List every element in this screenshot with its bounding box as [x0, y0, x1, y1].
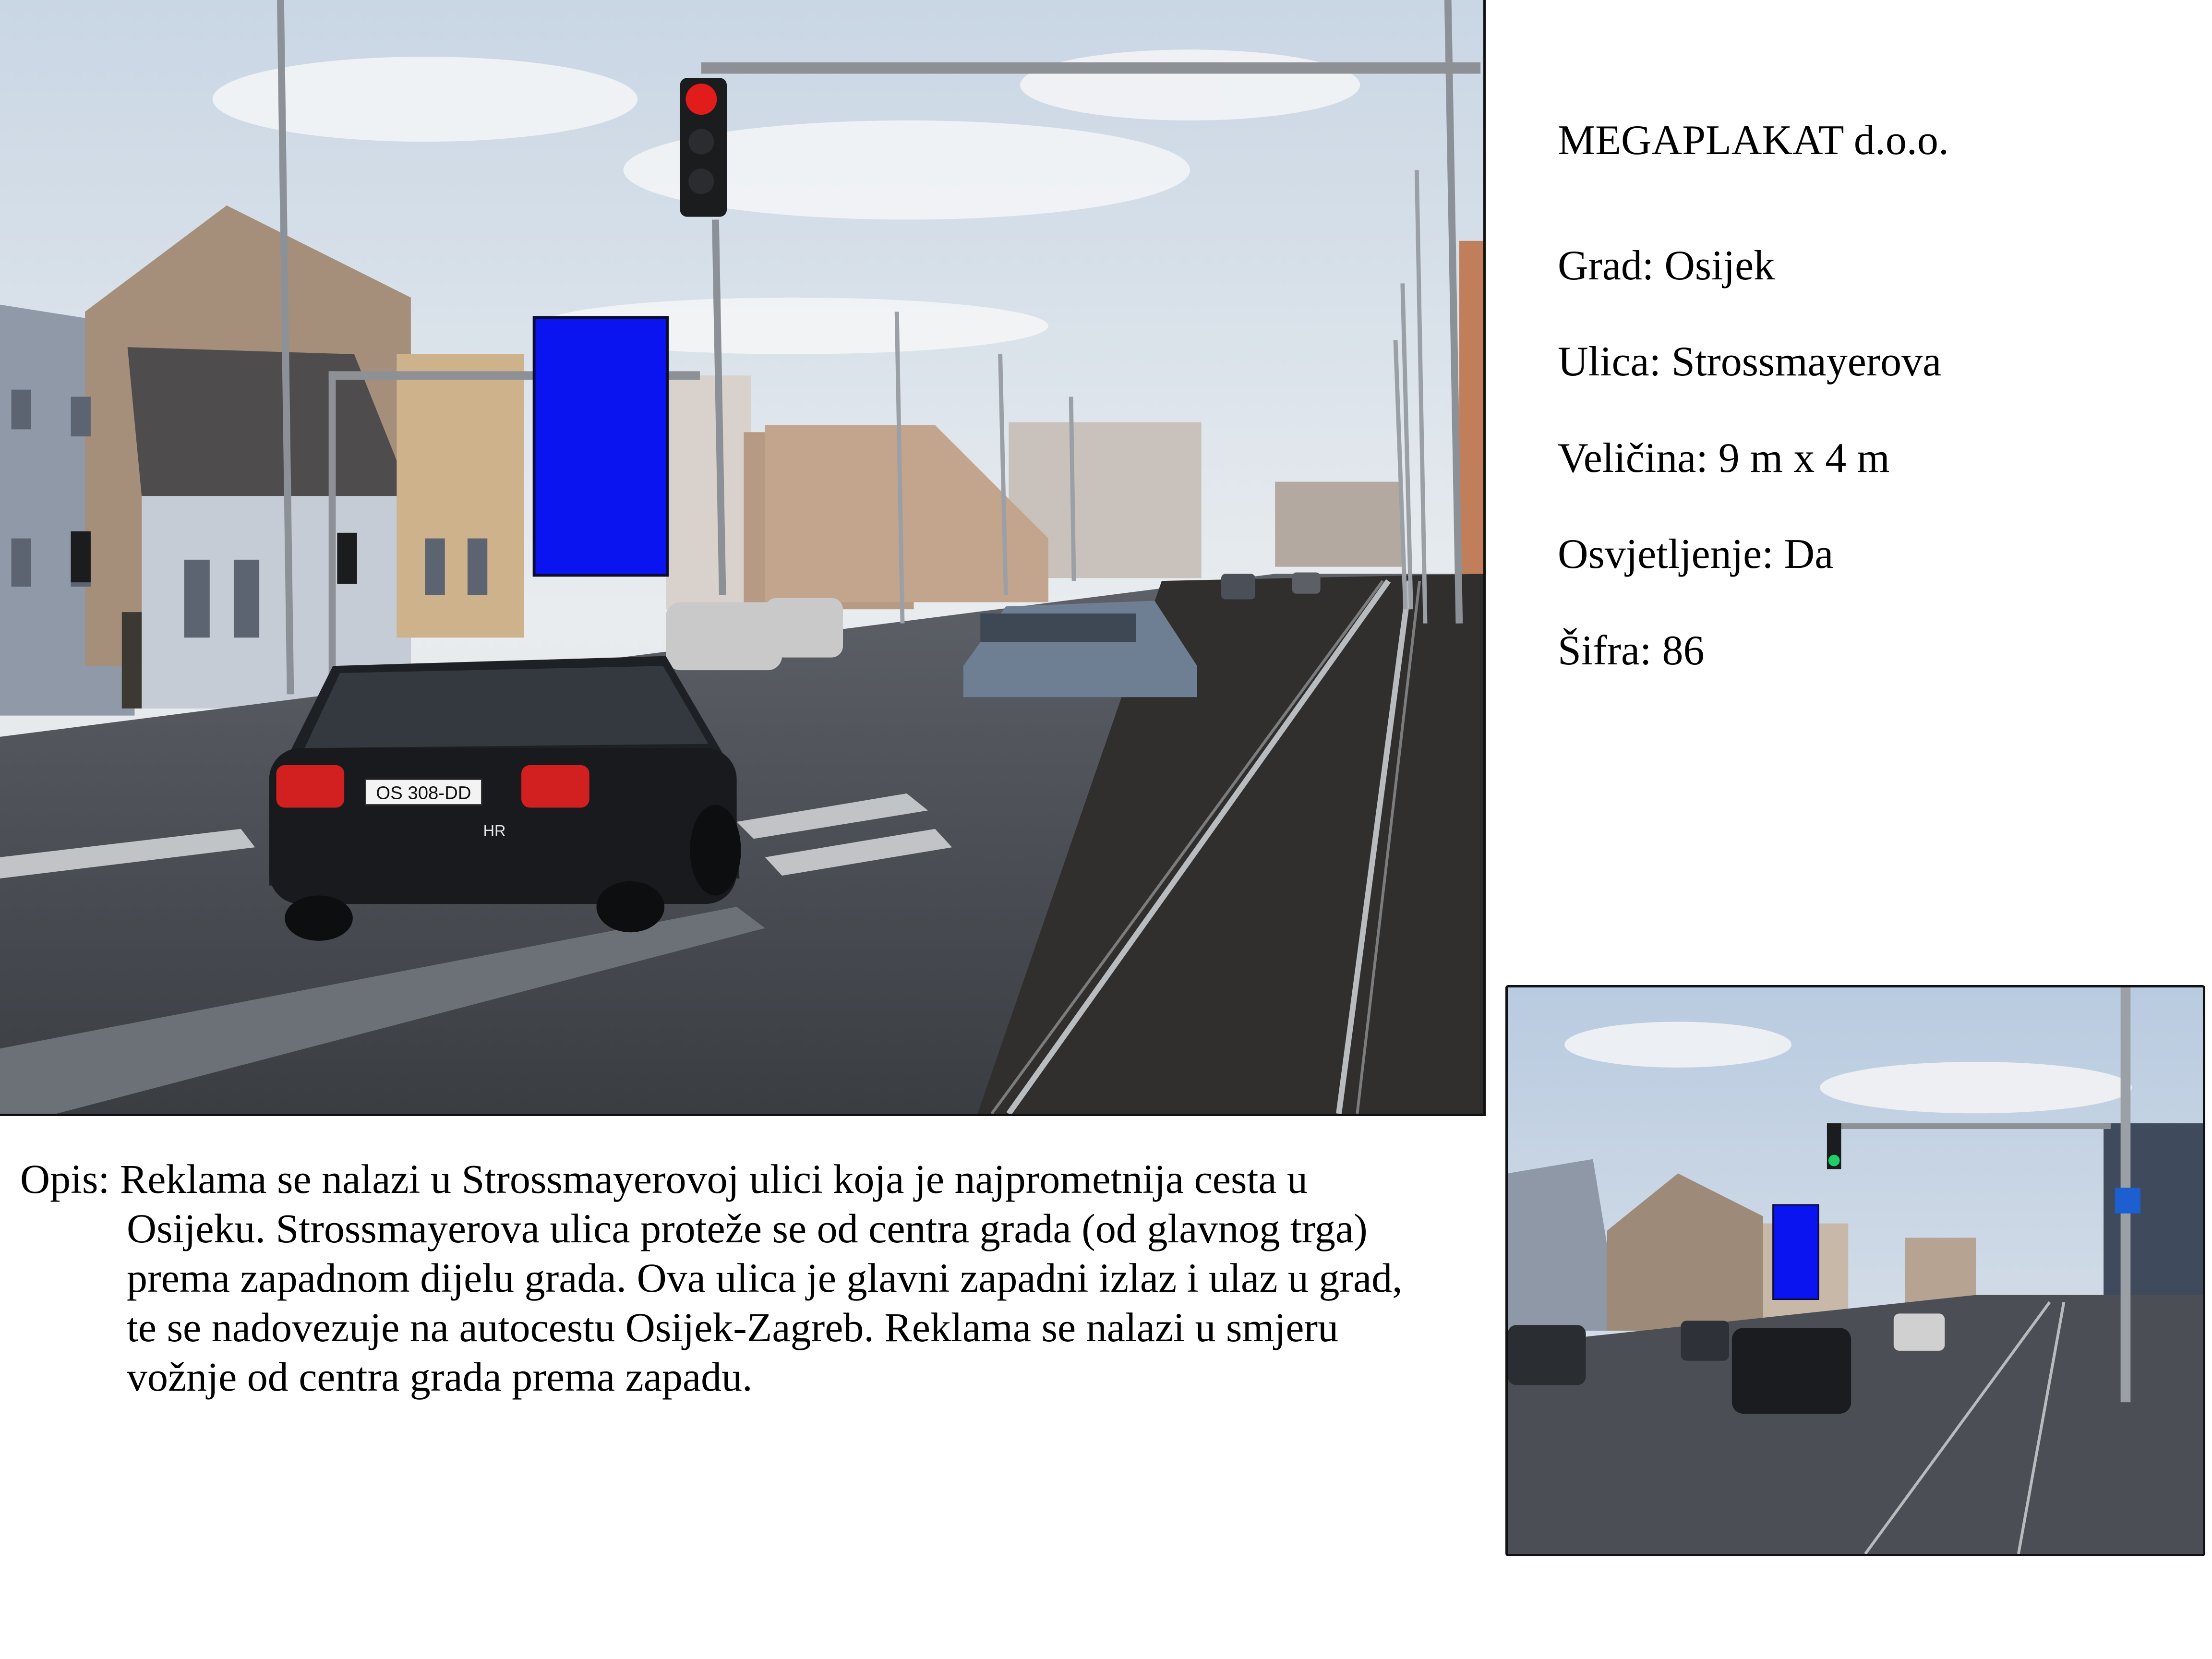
description-line-4: te se nadovezuje na autocestu Osijek-Zagreb. Reklama se nalazi u smjeru: [127, 1304, 1339, 1350]
description-line-1: Reklama se nalazi u Strossmayerovoj ulici koja je najprometnija cesta u: [120, 1156, 1308, 1202]
detail-city-value: Osijek: [1664, 242, 1775, 289]
detail-street-label: Ulica:: [1558, 338, 1661, 385]
detail-size-value: 9 m x 4 m: [1718, 434, 1890, 481]
description-label: Opis:: [20, 1156, 110, 1202]
description-block: [20, 1154, 1489, 1402]
detail-city-label: Grad:: [1558, 242, 1654, 289]
billboard-placeholder: [534, 317, 667, 575]
detail-city: [1558, 240, 2182, 291]
main-street-photo: [0, 0, 1486, 1116]
detail-lighting-label: Osvjetljenje:: [1558, 531, 1774, 578]
detail-code-value: 86: [1662, 627, 1705, 674]
detail-size: [1558, 433, 2182, 484]
detail-code: [1558, 625, 2182, 676]
description-line: [20, 1154, 1489, 1204]
description-line-2: Osijeku. Strossmayerova ulica proteže se od centra grada (od glavnog trga): [127, 1205, 1368, 1251]
billboard-info-panel: [1558, 115, 2182, 722]
detail-lighting: [1558, 529, 2182, 580]
thumbnail-billboard-placeholder: [1773, 1205, 1819, 1299]
country-badge-text: HR: [483, 822, 506, 840]
detail-lighting-value: Da: [1784, 531, 1834, 578]
detail-code-label: Šifra:: [1558, 627, 1652, 674]
company-name: MEGAPLAKAT d.o.o.: [1558, 117, 1949, 164]
description-line-5: vožnje od centra grada prema zapadu.: [127, 1354, 753, 1400]
detail-street: [1558, 337, 2182, 387]
thumbnail-street-photo: [1505, 985, 2205, 1556]
detail-street-value: Strossmayerova: [1671, 338, 1942, 385]
detail-size-label: Veličina:: [1558, 434, 1708, 481]
description-line-3: prema zapadnom dijelu grada. Ova ulica je glavni zapadni izlaz i ulaz u grad,: [127, 1255, 1403, 1301]
license-plate-text: OS 308-DD: [376, 782, 471, 804]
